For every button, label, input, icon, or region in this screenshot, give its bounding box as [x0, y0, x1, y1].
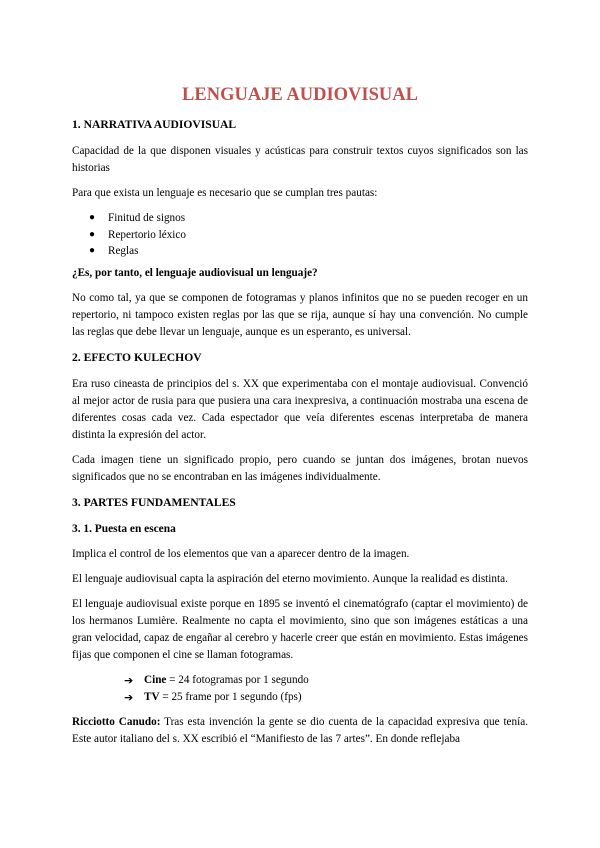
- section-heading-partes: 3. PARTES FUNDAMENTALES: [72, 495, 236, 509]
- paragraph: Cada imagen tiene un significado propio, pero cuando se juntan dos imágenes, brotan nuevos significados que no se encontraban en las imágenes individualmente.: [72, 453, 528, 483]
- question-text: ¿Es, por tanto, el lenguaje audiovisual un lenguaje?: [72, 266, 318, 279]
- paragraph: Para que exista un lenguaje es necesario que se cumplan tres pautas:: [72, 187, 378, 199]
- list-item: ➔ Cine = 24 fotogramas por 1 segundo: [124, 673, 309, 687]
- paragraph: Implica el control de los elementos que van a aparecer dentro de la imagen.: [72, 547, 410, 560]
- bullet-icon: ●: [89, 228, 96, 240]
- author-name: Ricciotto Canudo:: [72, 715, 161, 728]
- bullet-list: [72, 210, 528, 260]
- document-title: LENGUAJE AUDIOVISUAL: [182, 85, 418, 105]
- list-item: ● Reglas: [89, 243, 528, 260]
- paragraph: Capacidad de la que disponen visuales y acústicas para construir textos cuyos significados son las historias: [72, 145, 528, 174]
- section-heading-narrativa: 1. NARRATIVA AUDIOVISUAL: [72, 118, 237, 131]
- paragraph: Era ruso cineasta de principios del s. XX que experimentaba con el montaje audiovisual. Convenció al mejor actor de rusia para que pusiera una cara inexpresiva, a continuación mostraba una escena de diferentes cosas cada vez. Cada espectador que veía diferentes escenas interpretaba de manera distinta la expresión del actor.: [72, 377, 528, 441]
- paragraph: El lenguaje audiovisual existe porque en 1895 se inventó el cinematógrafo (captar el movimiento) de los hermanos Lumière. Realmente no capta el movimiento, sino que son imágenes estáticas a una gran velocidad, capaz de engañar al cerebro y hacerle creer que están en movimiento. Estas imágenes fijas que componen el cine se llaman fotogramas.: [72, 597, 528, 661]
- paragraph: El lenguaje audiovisual capta la aspiración del eterno movimiento. Aunque la realidad es distinta.: [72, 572, 508, 585]
- arrow-list: [72, 672, 528, 706]
- arrow-right-icon: ➔: [124, 690, 134, 704]
- section-heading-kulechov: 2. EFECTO KULECHOV: [72, 350, 202, 364]
- bullet-icon: ●: [89, 245, 96, 256]
- subsection-heading: 3. 1. Puesta en escena: [72, 522, 176, 535]
- paragraph: No como tal, ya que se componen de fotogramas y planos infinitos que no se pueden recoger en un repertorio, ni tampoco existen reglas por las que se rija, aunque sí hay una convención. No cumple las reglas que debe llevar un lenguaje, aunque es un esperanto, es universal.: [72, 291, 528, 338]
- bullet-icon: ●: [89, 212, 96, 223]
- list-item: ➔ TV = 25 frame por 1 segundo (fps): [124, 690, 302, 704]
- list-item: ● Repertorio léxico: [89, 227, 528, 244]
- arrow-right-icon: ➔: [124, 673, 134, 687]
- list-item: ● Finitud de signos: [89, 210, 528, 227]
- paragraph-canudo: Ricciotto Canudo: Tras esta invención la gente se dio cuenta de la capacidad expresiva que tenía. Este autor italiano del s. XX escribió el “Manifiesto de las 7 artes”. En donde reflejaba: [72, 715, 528, 745]
